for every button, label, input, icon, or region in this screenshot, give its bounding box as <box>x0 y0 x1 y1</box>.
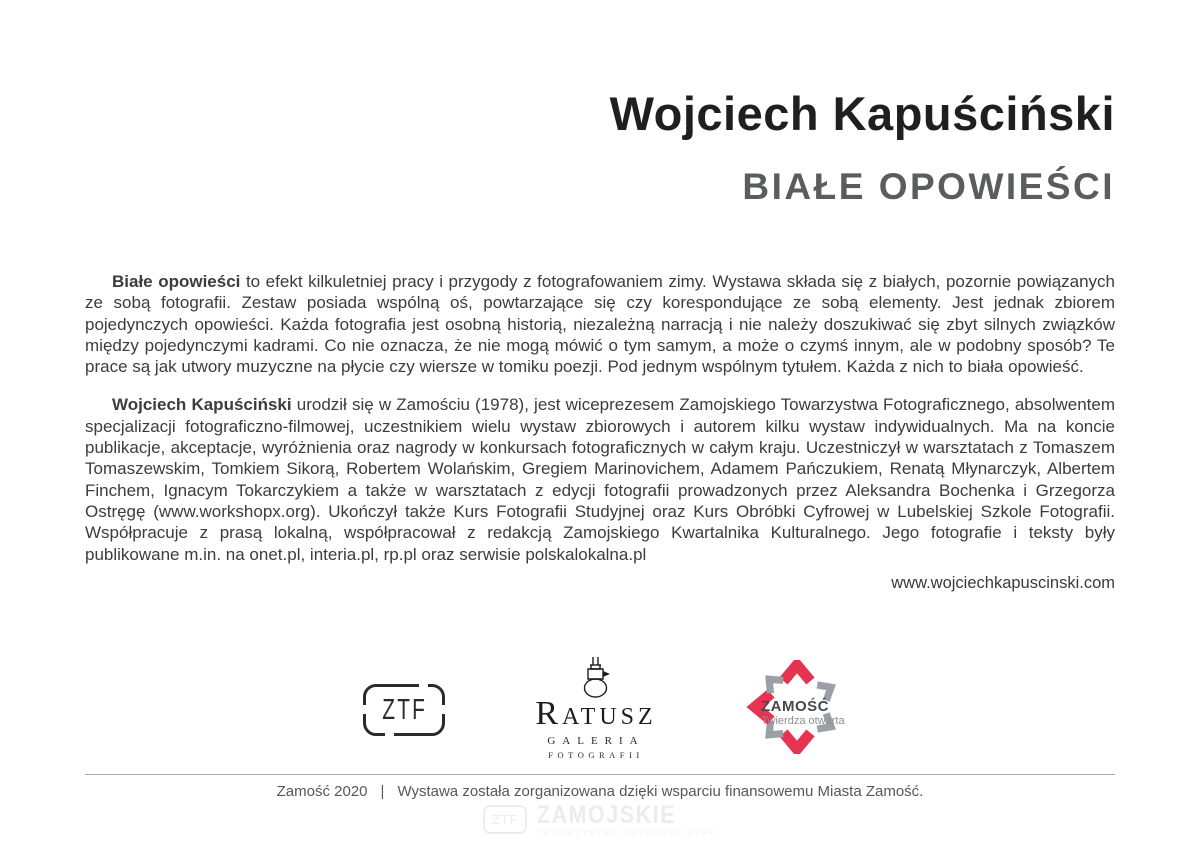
town-hall-tower-icon <box>564 656 628 700</box>
ztf-frame-notch <box>419 680 428 687</box>
zamosc-logo-name: ZAMOŚĆ <box>761 698 829 715</box>
ratusz-galeria-logo <box>534 656 658 760</box>
watermark-ztf-frame-icon <box>483 805 527 834</box>
footer-credit <box>0 783 1200 800</box>
watermark-ztf-label: ZTF <box>491 812 519 827</box>
bastion-arrow-icon <box>763 673 783 693</box>
ztf-frame-notch <box>385 733 394 740</box>
artist-name-title: Wojciech Kapuściński <box>609 87 1115 140</box>
ratusz-logo-galeria: GALERIA <box>547 735 645 747</box>
ratusz-logo-fotografii: FOTOGRAFII <box>548 750 644 760</box>
paragraph-lead-exhibition: Białe opowieści <box>112 272 241 291</box>
bastion-arrow-icon <box>784 665 811 681</box>
watermark-line2: TOWARZYSTWO FOTOGRAFICZNE <box>537 830 717 837</box>
footer-credit-text: Wystawa została zorganizowana dzięki wsparciu finansowemu Miasta Zamość. <box>397 783 924 800</box>
exhibition-title: BIAŁE OPOWIEŚCI <box>742 166 1115 207</box>
paragraph-text-exhibition: to efekt kilkuletniej pracy i przygody z fotografowaniem zimy. Wystawa składa się z białych, pozornie powiązanych ze sobą fotografii. Zestaw posiada wspólną oś, powtarzające się czy korespondujące ze sobą elementy. Jest jednak zbiorem pojedynczych opowieści. Każda fotografia jest osobną historią, niezależną narracją i nie należy doszukiwać się zbyt silnych związków między pojedynczymi kadrami. Co nie oznacza, że nie mogą mówić o tym samym, a może o czymś innym, ale w podobny sposób? Te prace są jak utwory muzyczne na płycie czy wiersze w tomiku poezji. Pod jednym wspólnym tytułem. Każda z nich to biała opowieść. <box>85 272 1116 377</box>
paragraph-lead-artist: Wojciech Kapuściński <box>112 395 292 415</box>
ztf-logo <box>363 684 445 736</box>
body-text <box>85 271 1115 565</box>
artist-website-link[interactable]: www.wojciechkapuscinski.com <box>891 574 1115 592</box>
ratusz-logo-name: RATUSZ <box>535 695 657 732</box>
bastion-arrow-icon <box>784 733 811 749</box>
watermark-line1: ZAMOJSKIE <box>537 801 677 829</box>
footer-separator: | <box>380 783 385 800</box>
zamosc-twierdza-otwarta-logo <box>735 660 859 754</box>
zamosc-logo-tagline: Twierdza otwarta <box>761 715 845 727</box>
ztf-frame-notch <box>442 705 449 714</box>
paragraph-exhibition-description <box>85 271 1115 377</box>
ztf-logo-frame-icon <box>363 684 445 736</box>
ztf-watermark <box>0 803 1200 837</box>
page-header <box>609 87 1115 207</box>
footer-city-year: Zamość 2020 <box>276 783 368 800</box>
ztf-frame-notch <box>359 705 366 714</box>
footer-divider <box>85 774 1115 775</box>
paragraph-artist-bio <box>85 394 1115 564</box>
paragraph-text-artist: urodził się w Zamościu (1978), jest wiceprezesem Zamojskiego Towarzystwa Fotograficznego, absolwentem specjalizacji fotograficzno-filmowej, uczestnikiem wielu wystaw zbiorowych i autorem kilku wystaw indywidualnych. Ma na koncie publikacje, akceptacje, wyróżnienia oraz nagrody w konkursach fotograficznych w całym kraju. Uczestniczył w warsztatach z Tomaszem Tomaszewskim, Tomkiem Sikorą, Robertem Wolańskim, Gregiem Marinovichem, Adamem Pańczukiem, Renatą Młynarczyk, Albertem Finchem, Ignacym Tokarczykiem a także w warsztatach z edycji fotografii prowadzonych przez Aleksandra Bochenka i Grzegorza Ostręgę (www.workshopx.org). Ukończył także Kurs Fotografii Studyjnej oraz Kurs Obróbki Cyfrowej w Lubelskiej Szkole Fotografii. Współpracuje z prasą lokalną, współpracował z redakcją Zamojskiego Kwartalnika Kulturalnego. Jego fotografie i teksty były publikowane m.in. na onet.pl, interia.pl, rp.pl oraz serwisie polskalokalna.pl <box>85 395 1115 564</box>
watermark-text <box>537 803 717 837</box>
ztf-logo-label: ZTF <box>382 693 428 726</box>
